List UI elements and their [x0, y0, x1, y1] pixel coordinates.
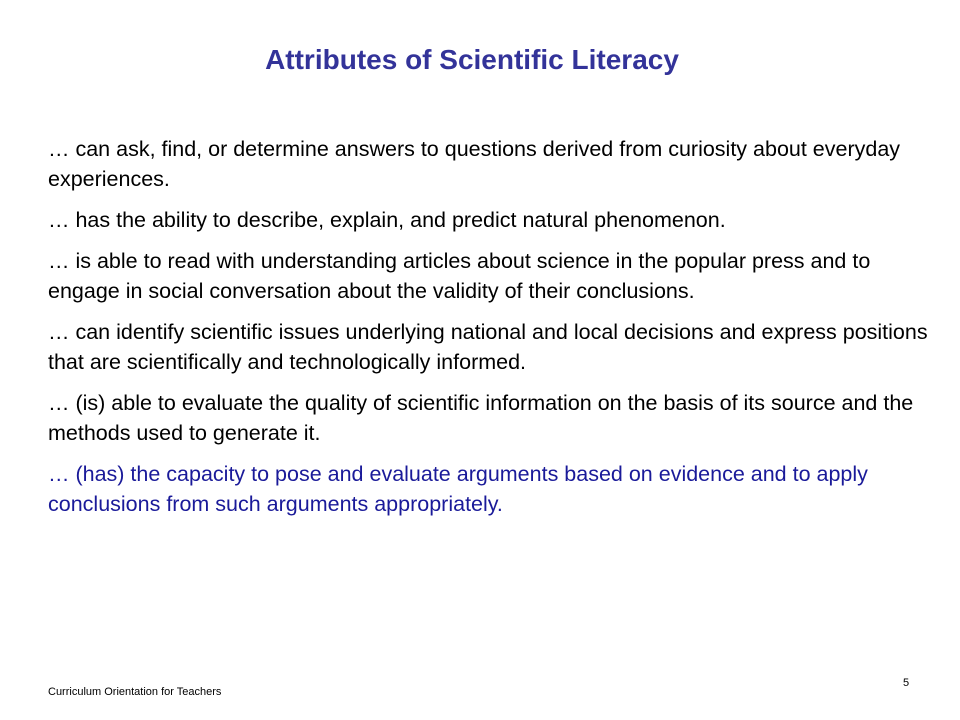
footer-course-name: Curriculum Orientation for Teachers	[48, 686, 222, 698]
bullet-item-evaluate-quality: … (is) able to evaluate the quality of scientific information on the basis of its source and the methods used to generate it.	[48, 391, 914, 445]
slide-title: Attributes of Scientific Literacy	[265, 44, 679, 75]
bullet-item-identify-issues: … can identify scientific issues underlying national and local decisions and express positions that are scientifically and technologically informed.	[48, 320, 928, 374]
bullet-item-curiosity: … can ask, find, or determine answers to questions derived from curiosity about everyday experiences.	[48, 137, 901, 191]
bullet-item-pose-arguments: … (has) the capacity to pose and evaluate arguments based on evidence and to apply conclusions from such arguments appropriately.	[48, 462, 868, 516]
bullet-item-describe-explain: … has the ability to describe, explain, and predict natural phenomenon.	[48, 208, 726, 232]
bullet-list	[48, 134, 928, 530]
page-number: 5	[903, 677, 910, 689]
bullet-item-read-press: … is able to read with understanding articles about science in the popular press and to engage in social conversation about the validity of their conclusions.	[48, 249, 871, 303]
